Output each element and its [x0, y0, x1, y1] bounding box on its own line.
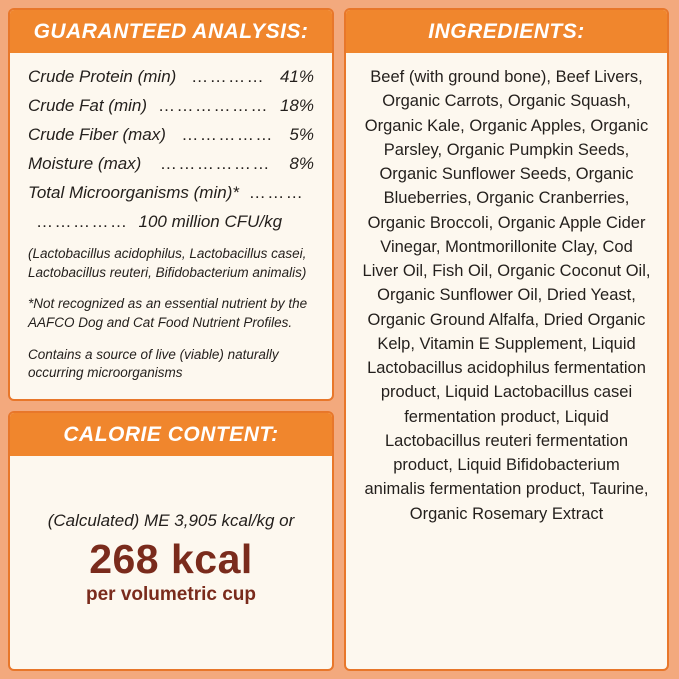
ga-label: Crude Fiber (max): [28, 125, 166, 144]
ga-note-probiotic-strains: (Lactobacillus acidophilus, Lactobacillus casei, Lactobacillus reuteri, Bifidobacterium animalis): [28, 246, 307, 280]
ingredients-text: Beef (with ground bone), Beef Livers, Organic Carrots, Organic Squash, Organic Kale, Organic Apples, Organic Parsley, Organic Pumpkin Seeds, Organic Sunflower Seeds, Organic Blueberries, Organic Cranberries, Organic Broccoli, Organic Apple Cider Vinegar, Montmorillonite Clay, Cod Liver Oil, Fish Oil, Organic Coconut Oil, Organic Sunflower Oil, Dried Yeast, Organic Ground Alfalfa, Dried Organic Kelp, Vitamin E Supplement, Liquid Lactobacillus acidophilus fermentation product, Liquid Lactobacillus casei fermentation product, Liquid Lactobacillus reuteri fermentation product, Liquid Bifidobacterium animalis fermentation product, Taurine, Organic Rosemary Extract: [362, 68, 651, 523]
ga-note-aafco-disclaimer: *Not recognized as an essential nutrient by the AAFCO Dog and Cat Food Nutrient Profiles.: [28, 296, 308, 330]
ga-note-live-microorganisms: Contains a source of live (viable) naturally occurring microorganisms: [28, 346, 279, 381]
calorie-kcal-value: 268 kcal: [89, 535, 253, 582]
table-row: [28, 96, 314, 116]
ga-label: Moisture (max): [28, 154, 142, 173]
ingredients-header: INGREDIENTS:: [346, 10, 667, 53]
table-row-continuation: [28, 212, 314, 232]
ga-continuation-value: 100 million CFU/kg: [138, 212, 283, 231]
guaranteed-analysis-body: [10, 53, 332, 399]
ga-leader-dots: ……………: [36, 212, 129, 231]
calorie-content-header: CALORIE CONTENT:: [10, 413, 332, 456]
ga-leader-dots: ………………: [158, 96, 269, 115]
ga-label: Total Microorganisms (min)*: [28, 183, 239, 202]
ingredients-panel: [344, 8, 669, 671]
ga-value: 18%: [279, 96, 314, 115]
ga-leader-dots: ……………: [181, 125, 274, 144]
ga-value: 5%: [289, 125, 314, 144]
right-column: [344, 8, 669, 671]
table-row: [28, 125, 314, 145]
calorie-content-body: [10, 456, 332, 669]
guaranteed-analysis-panel: [8, 8, 334, 401]
ga-leader-dots: …………: [191, 67, 266, 86]
ga-value: 41%: [279, 67, 314, 86]
ga-leader-dots: ………………: [159, 154, 271, 173]
calorie-per-unit: per volumetric cup: [86, 583, 256, 605]
ga-label: Crude Fat (min): [28, 96, 148, 115]
ga-label: Crude Protein (min): [28, 67, 177, 86]
table-row: [28, 154, 314, 174]
guaranteed-analysis-header: GUARANTEED ANALYSIS:: [10, 10, 332, 53]
ga-leader-dots: ………: [248, 183, 305, 202]
ga-value: 8%: [289, 154, 314, 173]
table-row: [28, 67, 314, 87]
left-column: [8, 8, 334, 671]
calorie-content-panel: [8, 411, 334, 671]
calorie-me-line: (Calculated) ME 3,905 kcal/kg or: [47, 510, 295, 530]
table-row: [28, 183, 314, 203]
